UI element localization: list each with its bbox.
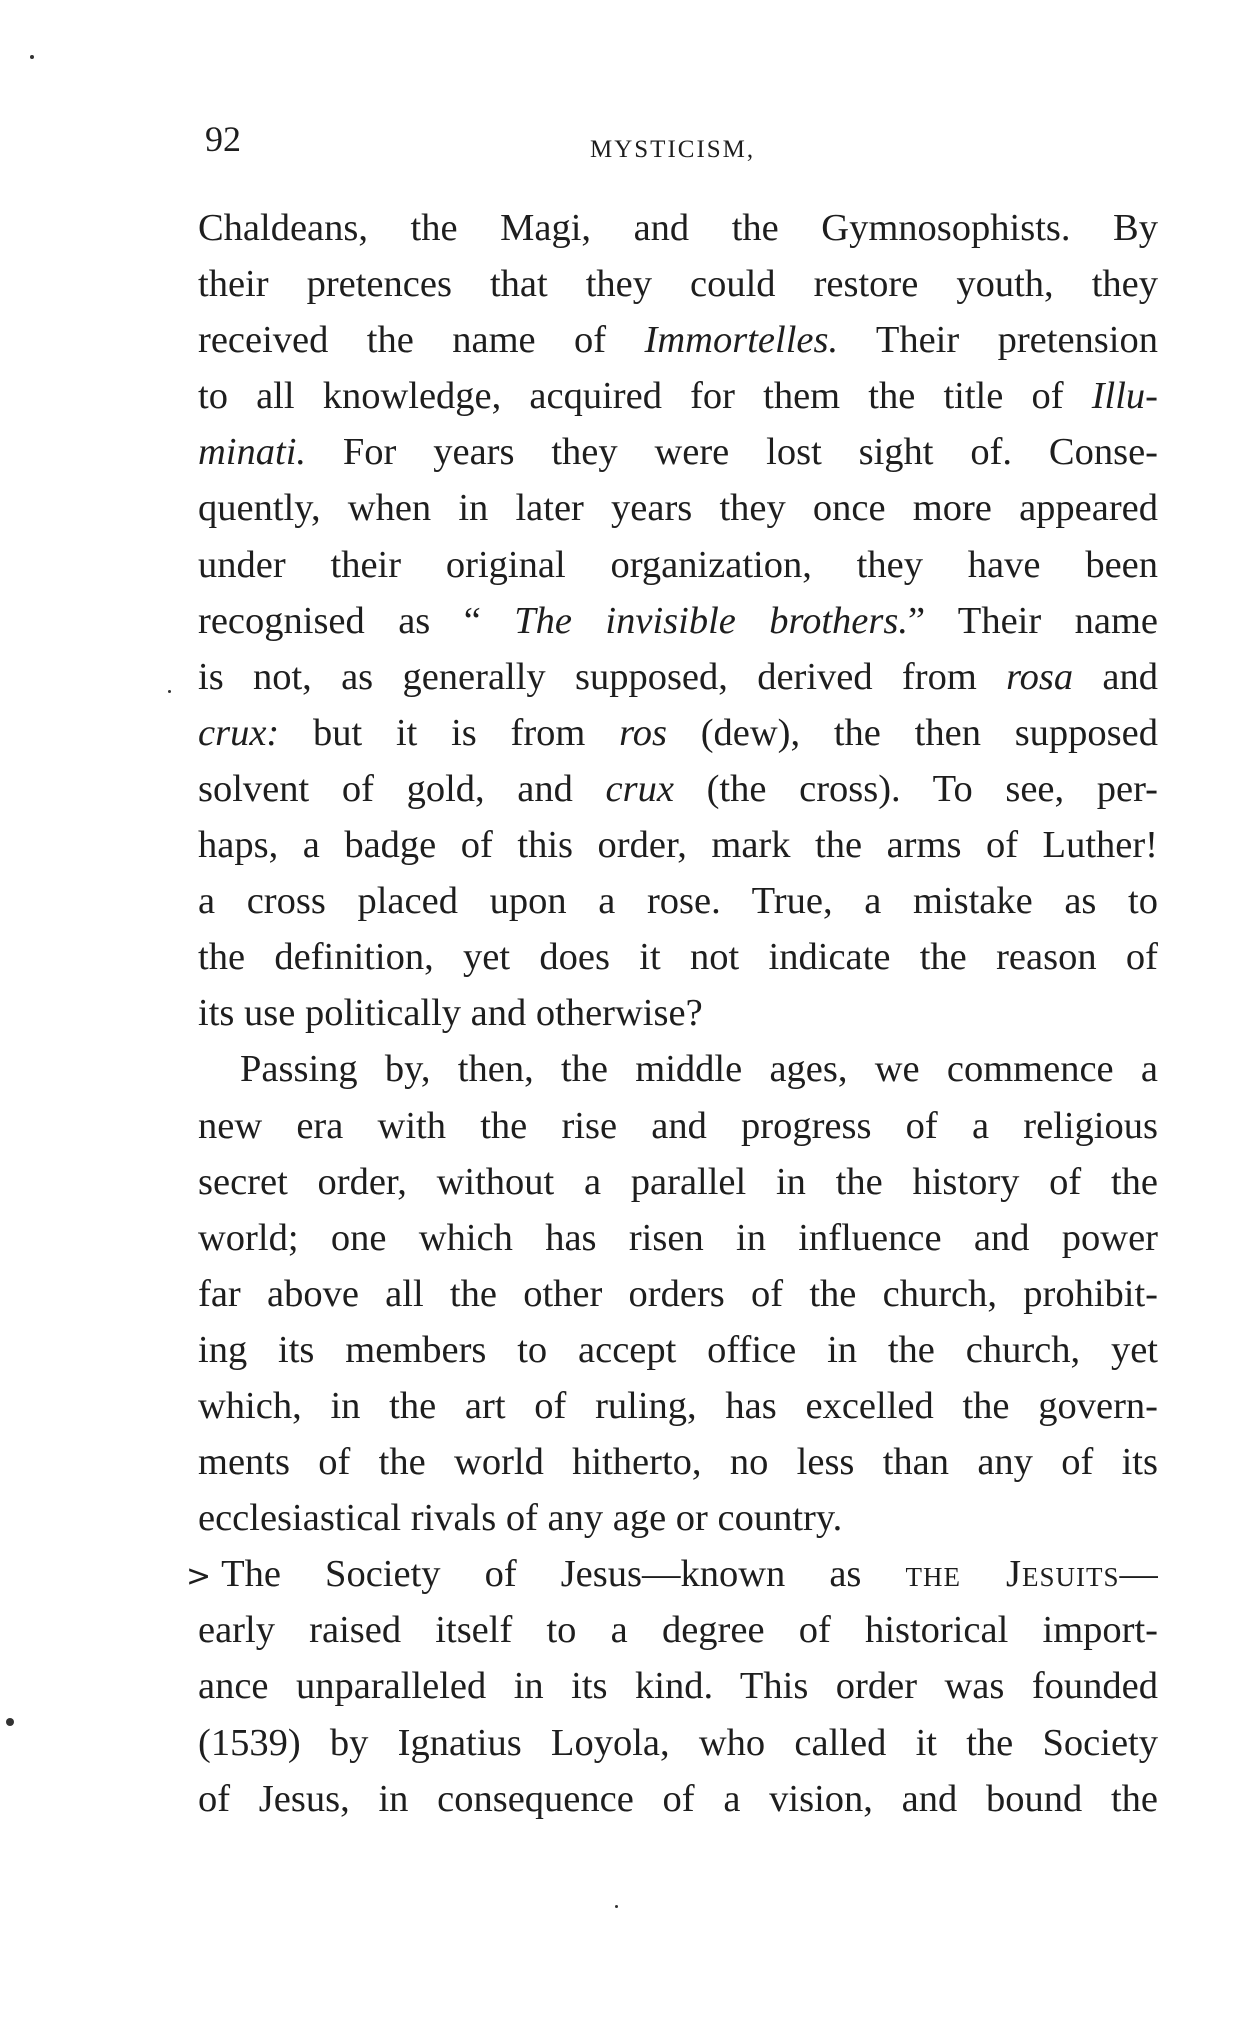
- text-line: quently, when in later years they once more appeared: [198, 487, 1158, 530]
- text-line: crux: but it is from ros (dew), the then supposed: [198, 711, 1158, 754]
- text-line: minati. For years they were lost sight of. Conse-: [198, 431, 1158, 474]
- text-line: of Jesus, in consequence of a vision, and bound the: [198, 1777, 1158, 1820]
- text-line: under their original organization, they have been: [198, 543, 1158, 586]
- scan-speck: [6, 1718, 14, 1726]
- text-line: ance unparalleled in its kind. This order was founded: [198, 1665, 1158, 1708]
- scan-speck: [615, 1905, 618, 1908]
- text-line: received the name of Immortelles. Their pretension: [198, 319, 1158, 362]
- text-line: is not, as generally supposed, derived from rosa and: [198, 655, 1158, 698]
- text-line: their pretences that they could restore youth, they: [198, 263, 1158, 306]
- text-line: ing its members to accept office in the church, yet: [198, 1328, 1158, 1371]
- body-text: [186, 200, 1158, 1827]
- text-line: ecclesiastical rivals of any age or country.: [198, 1497, 843, 1540]
- text-line: new era with the rise and progress of a religious: [198, 1104, 1158, 1147]
- text-line: to all knowledge, acquired for them the title of Illu-: [198, 375, 1158, 418]
- text-line: haps, a badge of this order, mark the arms of Luther!: [198, 824, 1158, 867]
- text-line: Chaldeans, the Magi, and the Gymnosophists. By: [198, 207, 1158, 249]
- scan-speck: [30, 55, 34, 59]
- text-line: Passing by, then, the middle ages, we commence a: [240, 1048, 1158, 1091]
- text-line: (1539) by Ignatius Loyola, who called it the Society: [198, 1721, 1158, 1764]
- text-line: > The Society of Jesus—known as the Jesuits—: [186, 1553, 1158, 1596]
- text-line: far above all the other orders of the church, prohibit-: [198, 1272, 1158, 1315]
- running-head: MYSTICISM,: [590, 136, 756, 163]
- scan-speck: [168, 690, 171, 693]
- margin-marker-icon: >: [186, 1559, 212, 1595]
- text-line: the definition, yet does it not indicate the reason of: [198, 936, 1158, 979]
- text-line: secret order, without a parallel in the history of the: [198, 1160, 1158, 1203]
- text-line: a cross placed upon a rose. True, a mistake as to: [198, 880, 1158, 923]
- text-line: recognised as “ The invisible brothers.” Their name: [198, 599, 1158, 642]
- text-line: early raised itself to a degree of historical import-: [198, 1609, 1158, 1652]
- text-line: which, in the art of ruling, has excelled the govern-: [198, 1384, 1158, 1427]
- page-header: [205, 118, 1155, 178]
- text-line: ments of the world hitherto, no less than any of its: [198, 1441, 1158, 1484]
- text-line: solvent of gold, and crux (the cross). To see, per-: [198, 767, 1158, 810]
- page-number: 92: [205, 119, 241, 159]
- text-line: its use politically and otherwise?: [198, 992, 703, 1035]
- text-line: world; one which has risen in influence and power: [198, 1216, 1158, 1259]
